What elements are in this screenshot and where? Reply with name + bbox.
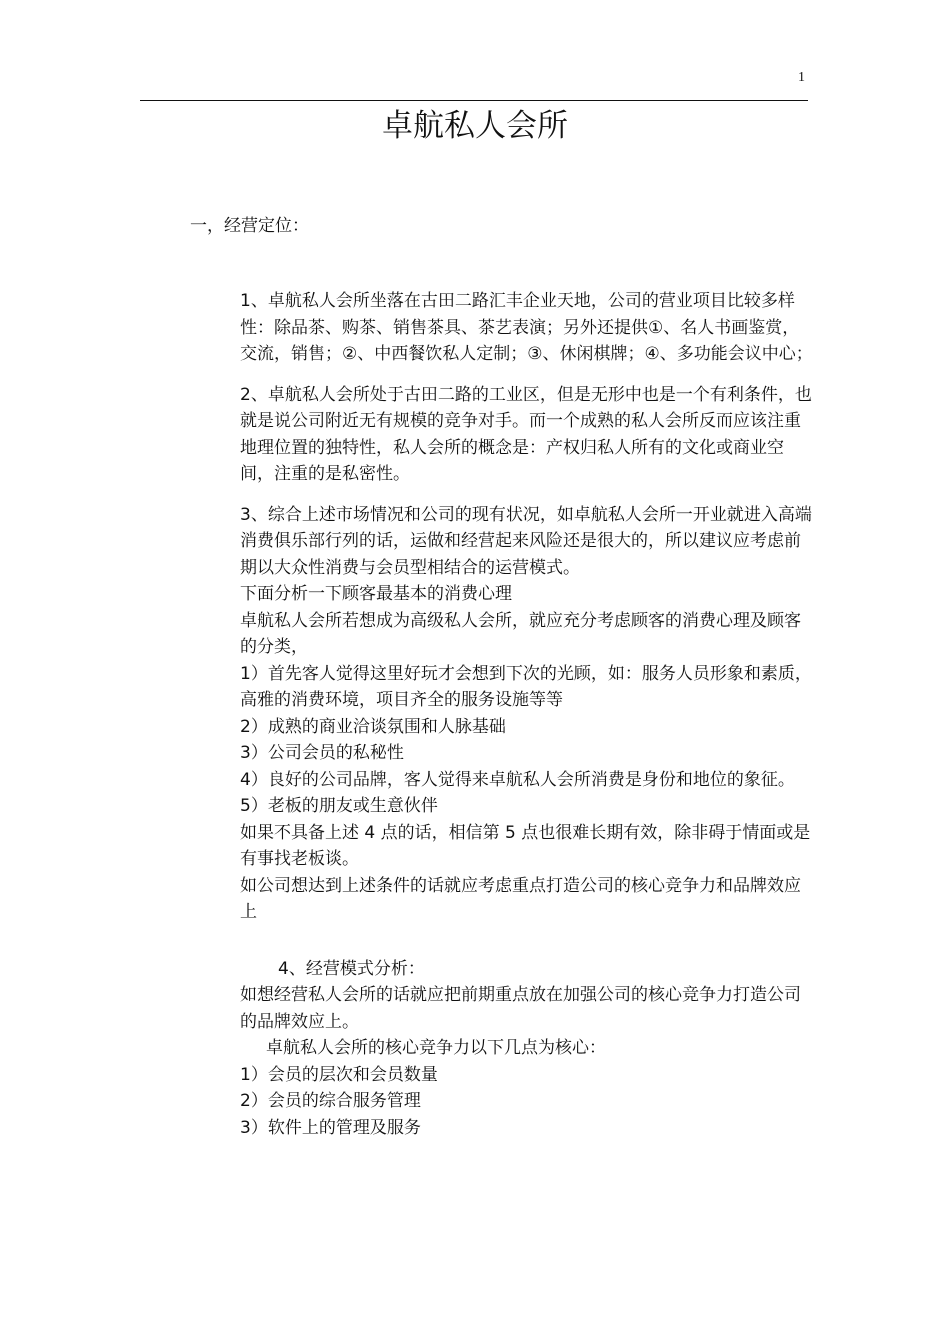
core-competitiveness-paragraph: 如公司想达到上述条件的话就应考虑重点打造公司的核心竞争力和品牌效应上 — [240, 875, 801, 922]
section-4-heading: 4、经营模式分析： — [278, 958, 425, 979]
list-item-5: 5）老板的朋友或生意伙伴 — [240, 796, 438, 816]
consumer-psychology-statement: 卓航私人会所若想成为高级私人会所，就应充分考虑顾客的消费心理及顾客的分类， — [240, 610, 801, 657]
conditions-paragraph: 如果不具备上述 4 点的话，相信第 5 点也很难长期有效，除非碍于情面或是有事找老板谈。 — [240, 822, 811, 869]
paragraph-1-location: 1、卓航私人会所坐落在古田二路汇丰企业天地，公司的营业项目比较多样性：除品茶、购茶、销售茶具、茶艺表演；另外还提供①、名人书画鉴赏，交流，销售；②、中西餐饮私人定制；③、休闲棋牌；④、多功能会议中心； — [240, 291, 813, 364]
list-item-2: 2）成熟的商业洽谈氛围和人脉基础 — [240, 716, 506, 737]
paragraph-3-market-analysis: 3、综合上述市场情况和公司的现有状况，如卓航私人会所一开业就进入高端消费俱乐部行列的话，运做和经营起来风险还是很大的，所以建议应考虑前期以大众性消费与会员型相结合的运营模式。 — [240, 504, 812, 578]
paragraph-2-industrial-zone: 2、卓航私人会所处于古田二路的工业区，但是无形中也是一个有利条件，也就是说公司附近无有规模的竞争对手。而一个成熟的私人会所反而应该注重地理位置的独特性，私人会所的概念是：产权归私人所有的文化或商业空间，注重的是私密性。 — [240, 384, 812, 484]
section-heading-positioning: 一，经营定位： — [190, 216, 309, 236]
list-item-4: 4）良好的公司品牌，客人觉得来卓航私人会所消费是身份和地位的象征。 — [240, 769, 795, 790]
core-item-3: 3）软件上的管理及服务 — [240, 1117, 421, 1138]
core-item-2: 2）会员的综合服务管理 — [240, 1091, 421, 1111]
core-item-1: 1）会员的层次和会员数量 — [240, 1064, 438, 1085]
business-model-paragraph: 如想经营私人会所的话就应把前期重点放在加强公司的核心竞争力打造公司的品牌效应上。 — [240, 985, 801, 1032]
list-item-1: 1）首先客人觉得这里好玩才会想到下次的光顾，如：服务人员形象和素质，高雅的消费环境，项目齐全的服务设施等等 — [240, 663, 812, 710]
document-title: 卓航私人会所 — [382, 108, 568, 144]
header-rule — [140, 100, 808, 101]
list-item-3: 3）公司会员的私秘性 — [240, 743, 404, 763]
page-number: 1 — [798, 70, 805, 85]
document-body — [240, 288, 816, 1141]
core-points-intro: 卓航私人会所的核心竞争力以下几点为核心： — [266, 1038, 606, 1058]
consumer-psychology-intro: 下面分析一下顾客最基本的消费心理 — [240, 584, 512, 604]
